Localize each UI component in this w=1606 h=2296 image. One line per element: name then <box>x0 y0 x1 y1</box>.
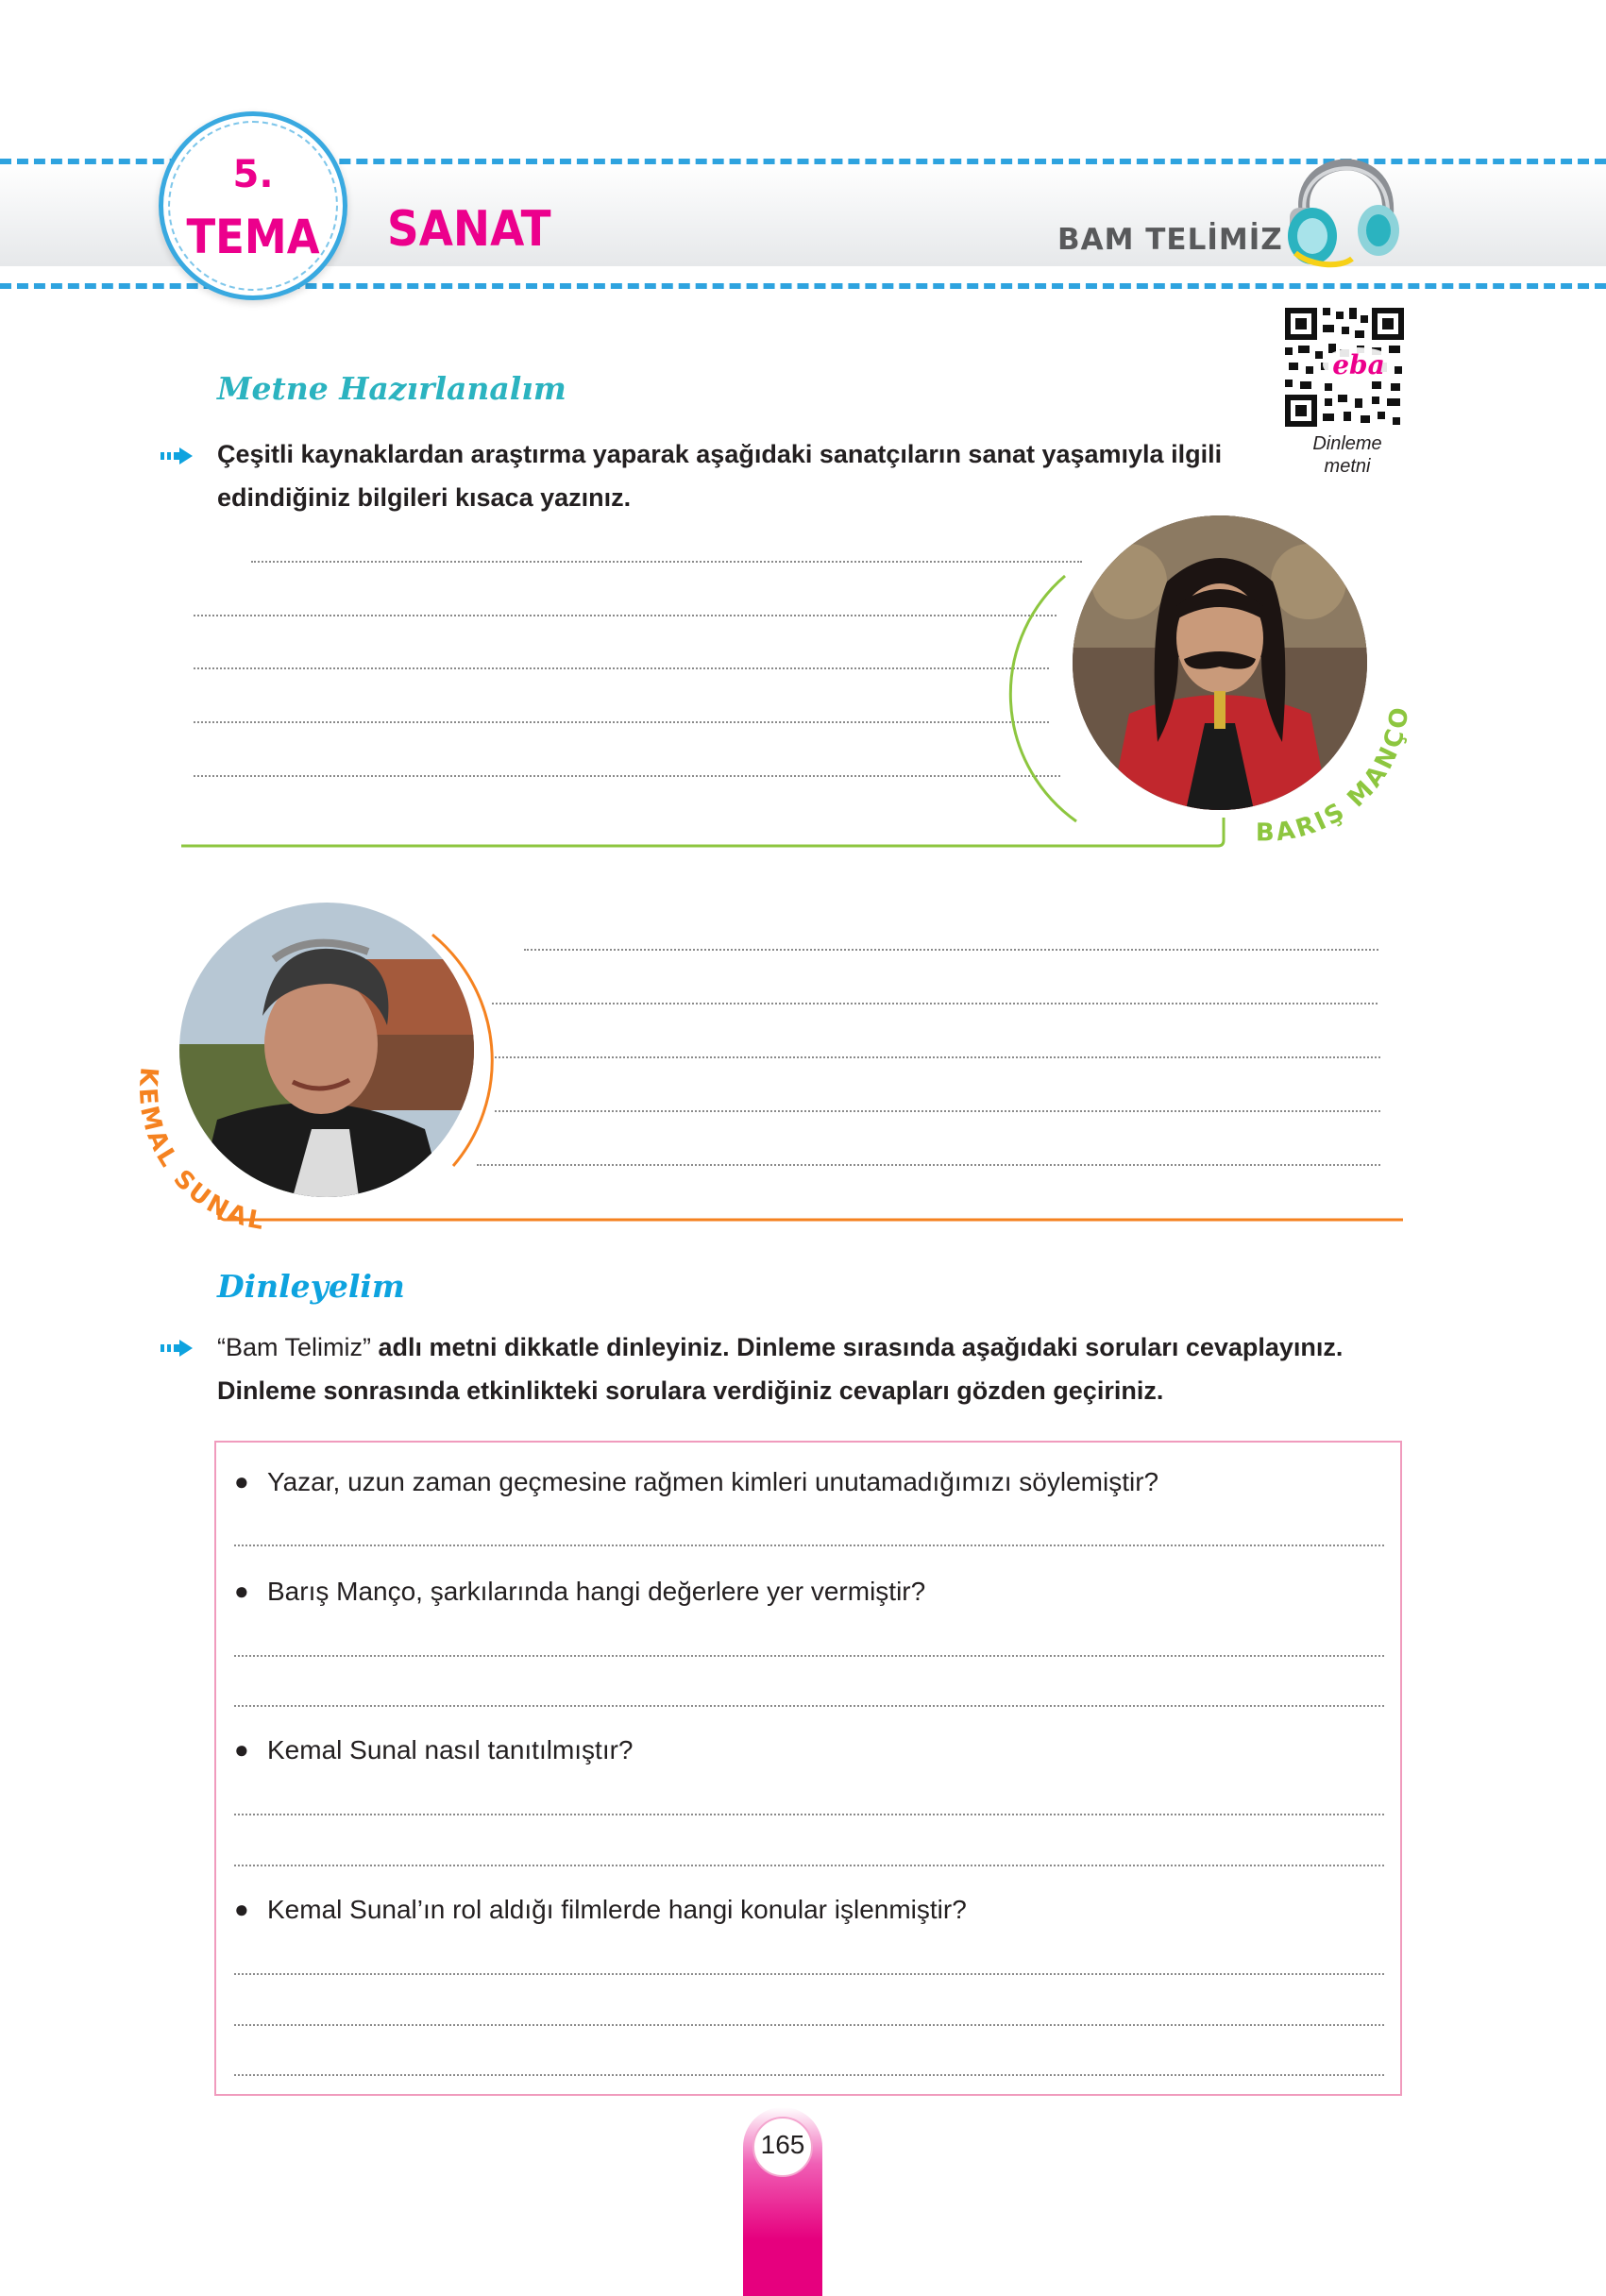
answer-line[interactable] <box>495 1056 1380 1058</box>
listen-instruction <box>217 1325 1402 1412</box>
headphones-icon <box>1284 125 1407 276</box>
bullet: ● <box>234 1467 249 1495</box>
qr-code[interactable] <box>1281 304 1408 430</box>
prep-instruction: Çeşitli kaynaklardan araştırma yaparak aşağıdaki sanatçıların sanat yaşamıyla ilgili edindiğiniz bilgileri kısaca yazınız. <box>217 440 1223 512</box>
arrow-bullet-icon <box>161 447 194 465</box>
qr-caption-line1: Dinleme <box>1312 433 1382 454</box>
page-number: 165 <box>760 2130 805 2159</box>
prep-heading: Metne Hazırlanalım <box>217 370 566 407</box>
svg-text:BARIŞ MANÇO: BARIŞ MANÇO <box>1255 702 1415 848</box>
arrow-bullet-icon <box>161 1339 194 1358</box>
question-box <box>214 1441 1402 2096</box>
answer-line[interactable] <box>234 1545 1384 1546</box>
bullet: ● <box>234 1577 249 1605</box>
theme-label: TEMA <box>186 210 320 264</box>
answer-line[interactable] <box>234 1814 1384 1815</box>
listen-instruction-rest: adlı metni dikkatle dinleyiniz. Dinleme sırasında aşağıdaki soruları cevaplayınız. Dinleme sonrasında etkinlikteki sorulara verdiğiniz cevapları gözden geçiriniz. <box>217 1333 1344 1405</box>
question-4: Kemal Sunal’ın rol aldığı filmlerde hangi konular işlenmiştir? <box>267 1895 967 1924</box>
answer-line[interactable] <box>477 1164 1380 1166</box>
question-2: Barış Manço, şarkılarında hangi değerlere yer vermiştir? <box>267 1577 926 1606</box>
answer-line[interactable] <box>234 2024 1384 2026</box>
eba-logo: eba <box>1332 349 1385 380</box>
answer-line[interactable] <box>234 1973 1384 1975</box>
qr-caption-line2: metni <box>1324 456 1371 477</box>
baris-manco-label <box>1227 651 1435 859</box>
unit-title: SANAT <box>387 201 551 258</box>
question-1: Yazar, uzun zaman geçmesine rağmen kimleri unutamadığımızı söylemiştir? <box>267 1467 1159 1496</box>
answer-line[interactable] <box>524 949 1378 951</box>
text-title: BAM TELİMİZ <box>1057 223 1283 257</box>
bullet: ● <box>234 1735 249 1764</box>
qr-caption <box>1276 432 1418 478</box>
answer-line[interactable] <box>234 1705 1384 1707</box>
bullet: ● <box>234 1895 249 1923</box>
answer-line[interactable] <box>234 1655 1384 1657</box>
listen-heading: Dinleyelim <box>217 1268 405 1305</box>
answer-line[interactable] <box>495 1110 1380 1112</box>
theme-badge-inner-ring <box>168 121 338 291</box>
question-3: Kemal Sunal nasıl tanıtılmıştır? <box>267 1735 634 1764</box>
answer-line[interactable] <box>234 1865 1384 1866</box>
answer-line[interactable] <box>492 1003 1378 1004</box>
kemal-sunal-label <box>123 1048 349 1237</box>
listen-instruction-quote: “Bam Telimiz” <box>217 1333 372 1361</box>
answer-line[interactable] <box>234 2074 1384 2076</box>
theme-number: 5. <box>232 153 274 196</box>
svg-text:KEMAL SUNAL: KEMAL SUNAL <box>132 1066 269 1237</box>
